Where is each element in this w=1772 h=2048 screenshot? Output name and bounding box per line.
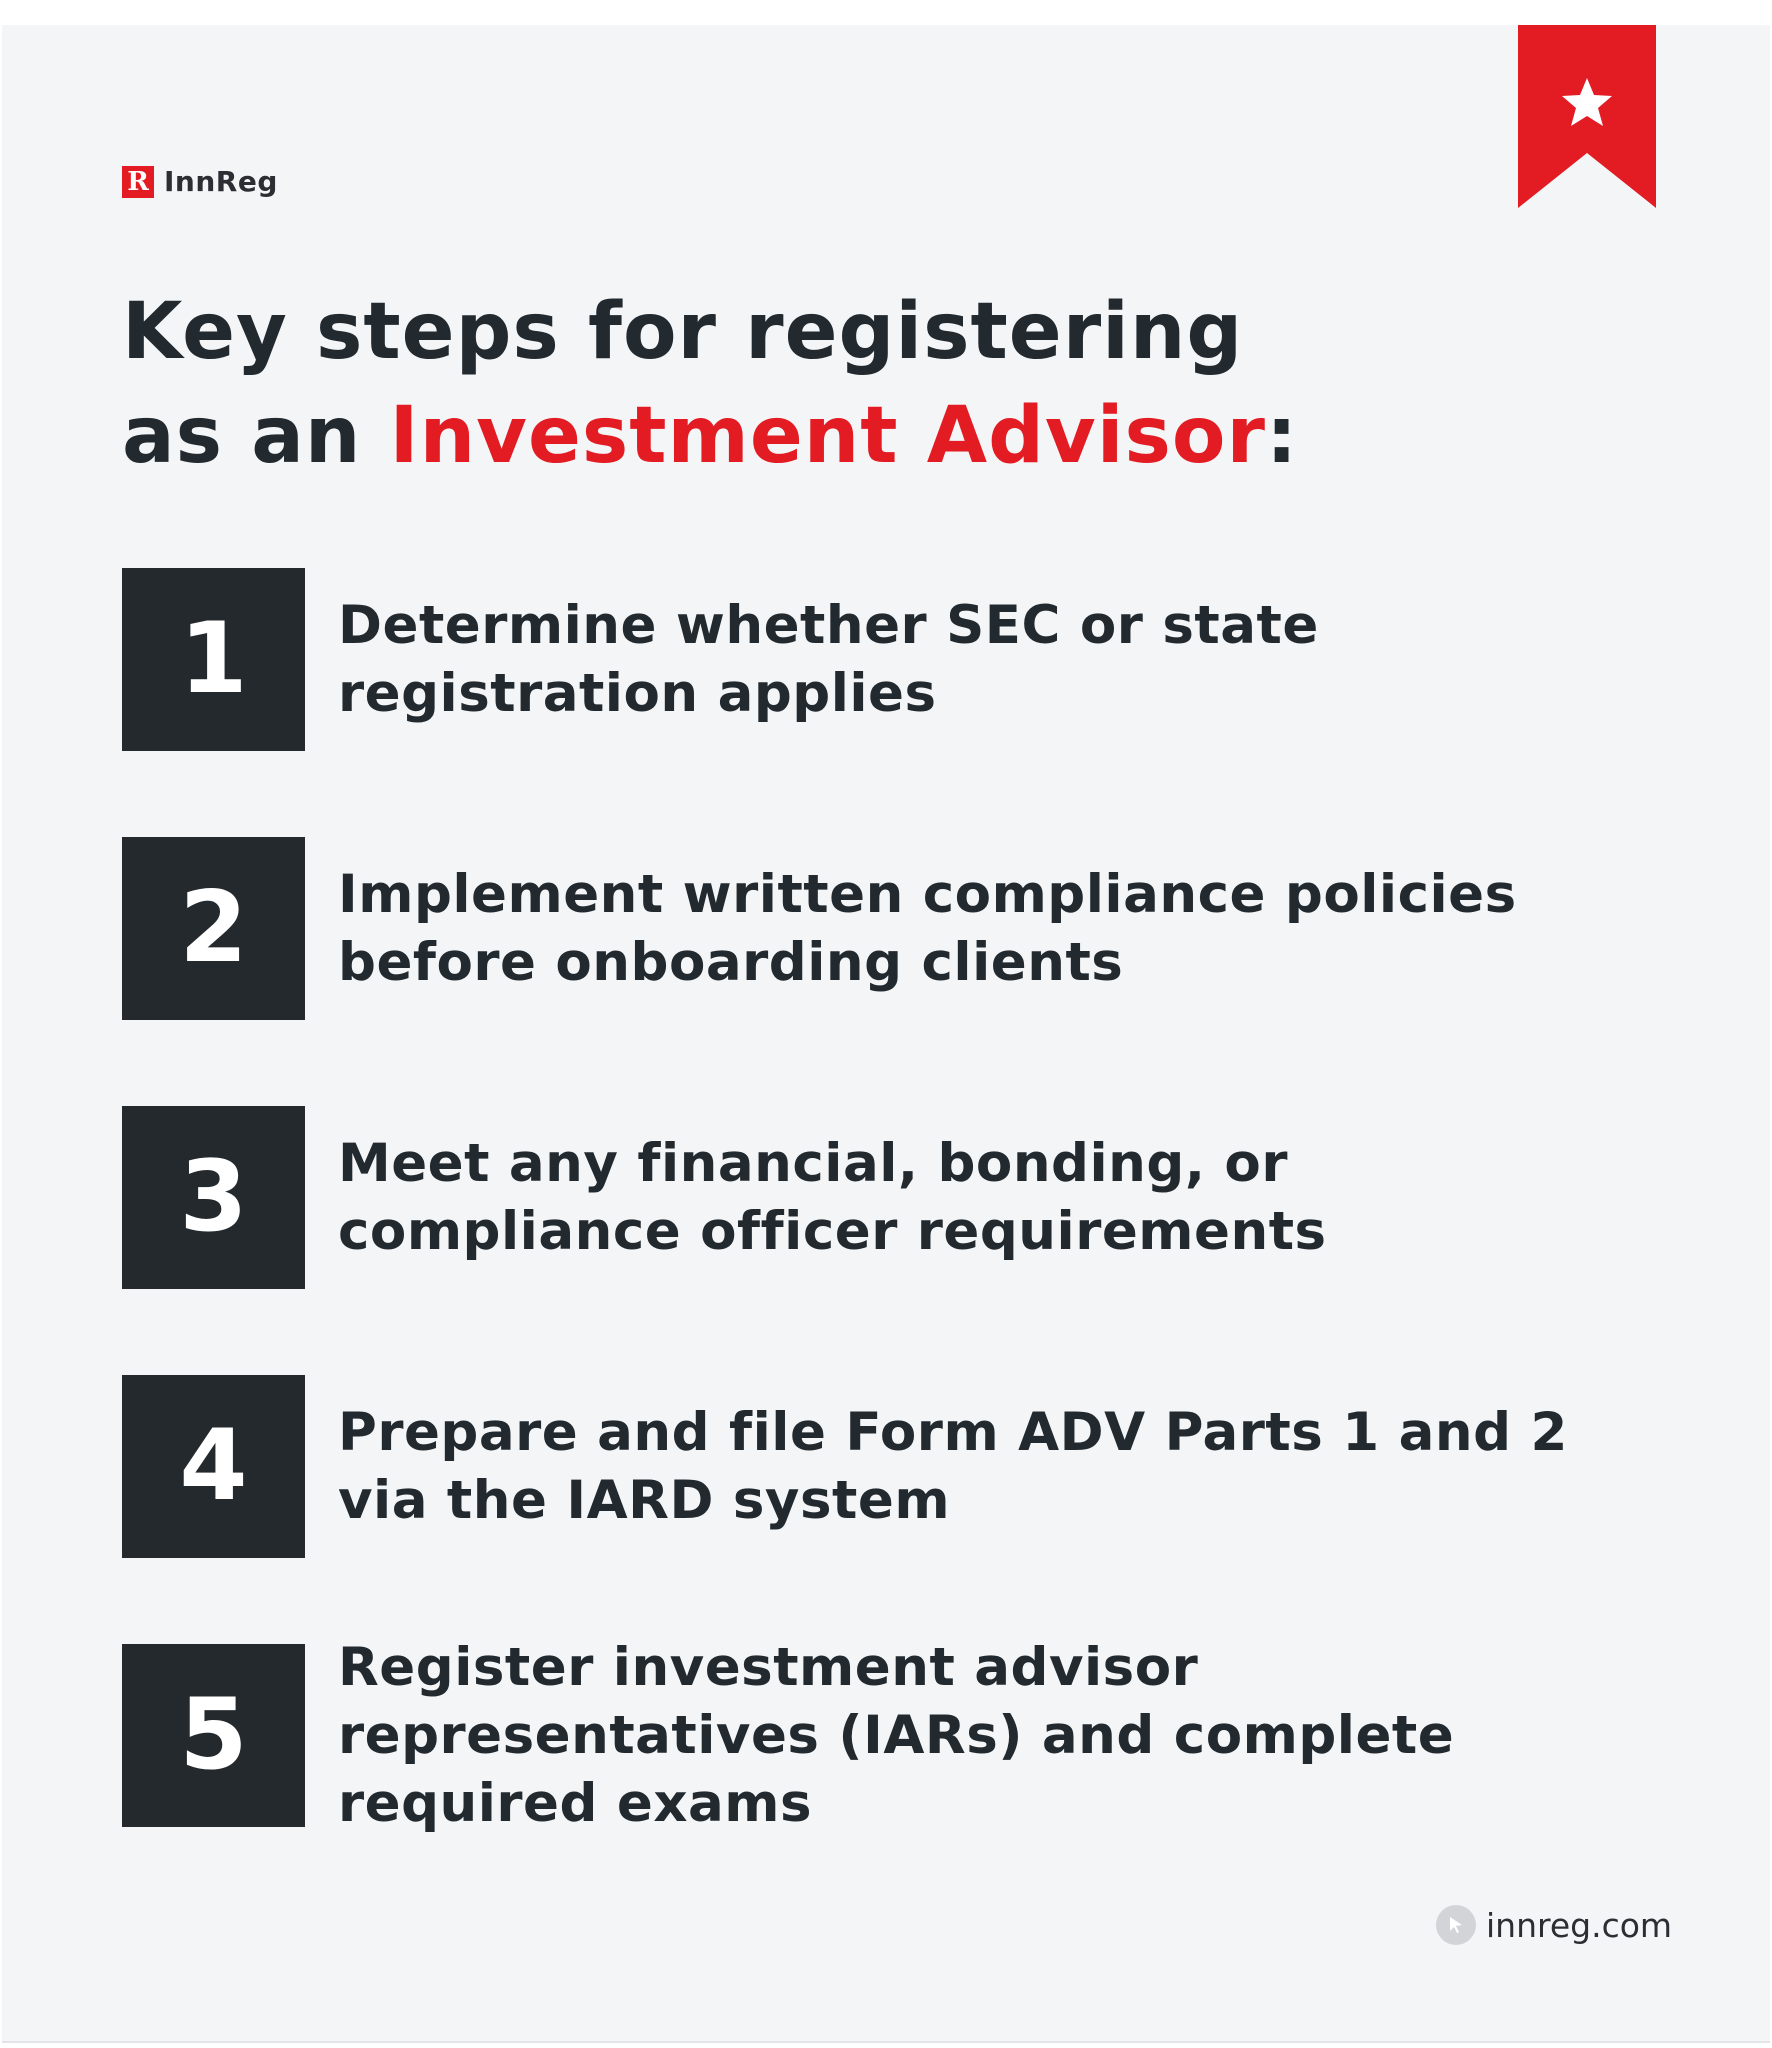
step-number: 1 xyxy=(122,568,305,751)
step-text xyxy=(338,1375,1678,1558)
step-text-line: Implement written compliance policies xyxy=(338,863,1517,925)
step-number: 2 xyxy=(122,837,305,1020)
step-text-line: Register investment advisor xyxy=(338,1636,1199,1698)
title-highlight: Investment Advisor xyxy=(389,391,1266,481)
step-text-line: Prepare and file Form ADV Parts 1 and 2 xyxy=(338,1401,1568,1463)
step-item xyxy=(122,1106,1682,1289)
step-text-line: Determine whether SEC or state xyxy=(338,594,1319,656)
logo-mark: R xyxy=(122,166,154,198)
footer-url[interactable]: innreg.com xyxy=(1486,1905,1673,1945)
logo-wordmark: InnReg xyxy=(164,165,278,198)
step-text-line: before onboarding clients xyxy=(338,931,1124,993)
step-number: 4 xyxy=(122,1375,305,1558)
step-item xyxy=(122,568,1682,751)
step-text xyxy=(338,1106,1678,1289)
step-text xyxy=(338,1636,1678,1834)
cursor-icon xyxy=(1436,1905,1476,1945)
title-line-2-prefix: as an xyxy=(122,391,390,481)
step-text-line: via the IARD system xyxy=(338,1469,951,1531)
step-text xyxy=(338,568,1678,751)
step-text-line: representatives (IARs) and complete xyxy=(338,1704,1455,1766)
step-text xyxy=(338,837,1678,1020)
footer-link[interactable] xyxy=(1436,1905,1672,1945)
page-title xyxy=(122,280,1298,488)
step-number: 3 xyxy=(122,1106,305,1289)
step-text-line: registration applies xyxy=(338,662,937,724)
step-text-line: compliance officer requirements xyxy=(338,1200,1327,1262)
title-line-1: Key steps for registering xyxy=(122,287,1244,377)
bookmark-ribbon xyxy=(1518,25,1656,208)
title-line-2-suffix: : xyxy=(1265,391,1299,481)
step-text-line: required exams xyxy=(338,1772,813,1834)
step-item xyxy=(122,1636,1682,1834)
step-item xyxy=(122,1375,1682,1558)
step-item xyxy=(122,837,1682,1020)
step-text-line: Meet any financial, bonding, or xyxy=(338,1132,1288,1194)
step-number: 5 xyxy=(122,1644,305,1827)
infographic-card xyxy=(2,25,1770,2043)
brand-logo xyxy=(122,165,278,198)
